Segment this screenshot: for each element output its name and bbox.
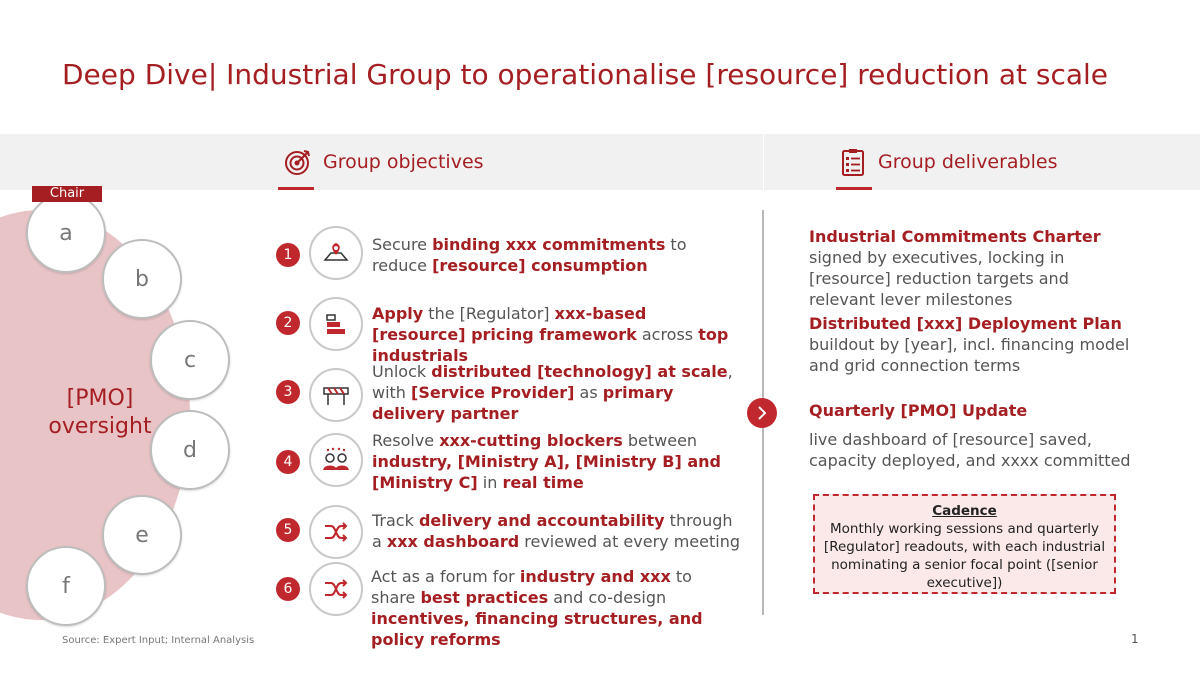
objective-text-highlight: [Service Provider] <box>411 383 575 402</box>
page-title: Deep Dive| Industrial Group to operationalise [resource] reduction at scale <box>62 58 1109 91</box>
objective-text-segment: and co-design <box>548 588 667 607</box>
checklist-icon <box>838 147 868 177</box>
objective-text-highlight: Apply <box>372 304 424 323</box>
objectives-header <box>283 147 484 177</box>
objective-text-highlight: primary delivery partner <box>372 383 674 423</box>
objective-text-segment: Track <box>372 511 419 530</box>
deliverable-heading: Industrial Commitments Charter <box>809 227 1101 246</box>
deliverable-body: live dashboard of [resource] saved, capacity deployed, and xxxx committed <box>809 430 1131 470</box>
deliverable-heading: Distributed [xxx] Deployment Plan <box>809 314 1122 333</box>
objective-text <box>372 361 742 424</box>
objective-text-segment: as <box>574 383 603 402</box>
chair-label: Chair <box>32 186 102 202</box>
chevron-right-icon <box>747 398 777 428</box>
objective-text-segment: to share <box>371 567 692 607</box>
objective-text-segment: Unlock <box>372 362 432 381</box>
objective-text-highlight: real time <box>502 473 584 492</box>
objective-number: 3 <box>276 380 300 404</box>
objective-text-highlight: xxx-cutting blockers <box>439 431 623 450</box>
objective-text-highlight: binding xxx commitments <box>432 235 666 254</box>
page-number: 1 <box>1131 632 1139 646</box>
pmo-oversight-label: [PMO] oversight <box>48 386 152 439</box>
objective-text-highlight: incentives, financing structures, and policy reforms <box>371 609 703 649</box>
objective-text-segment: Act as a forum for <box>371 567 520 586</box>
objective-text-segment: Secure <box>372 235 433 254</box>
deliverable-body: signed by executives, locking in [resource] reduction targets and relevant lever milestones <box>809 248 1069 309</box>
objective-text <box>372 430 742 493</box>
pricing-tiers-icon <box>309 297 363 351</box>
cadence-title: Cadence <box>932 503 997 519</box>
objective-text <box>372 234 742 276</box>
objective-text-segment: in <box>477 473 503 492</box>
objective-text-highlight: [resource] consumption <box>432 256 648 275</box>
objectives-header-label: Group objectives <box>323 151 484 173</box>
column-header-divider <box>763 134 764 190</box>
objective-number: 2 <box>276 311 300 335</box>
cadence-box <box>813 494 1116 594</box>
member-circle-b: b <box>102 239 182 319</box>
objective-text-segment: , with <box>372 362 733 402</box>
deliverable-item <box>809 400 1139 471</box>
objective-text-highlight: delivery and accountability <box>418 511 665 530</box>
objective-text-segment: through a <box>372 511 733 551</box>
objective-text-highlight: industry and xxx <box>519 567 671 586</box>
member-circle-c: c <box>150 320 230 400</box>
source-note: Source: Expert Input; Internal Analysis <box>62 635 255 646</box>
shuffle-icon <box>309 505 363 559</box>
objective-text-highlight: industry, [Ministry A], [Ministry B] and [Ministry C] <box>372 452 721 492</box>
deliverables-header <box>838 147 1058 177</box>
member-circle-f: f <box>26 546 106 626</box>
objective-text-highlight: top industrials <box>372 325 729 365</box>
cadence-body: Monthly working sessions and quarterly [Regulator] readouts, with each industrial nominating a senior focal point ([senior executive]) <box>823 521 1106 591</box>
objective-text <box>371 566 741 650</box>
deliverables-header-label: Group deliverables <box>878 151 1058 173</box>
member-circle-e: e <box>102 495 182 575</box>
objective-text-segment: between <box>622 431 698 450</box>
objective-text-segment: across <box>636 325 699 344</box>
deliverable-body: buildout by [year], incl. financing model and grid connection terms <box>809 335 1130 375</box>
objective-text-highlight: xxx dashboard <box>386 532 520 551</box>
objectives-header-underline <box>278 187 314 190</box>
shuffle-icon <box>309 562 363 616</box>
objective-number: 6 <box>276 577 300 601</box>
objective-number: 4 <box>276 450 300 474</box>
objective-text-highlight: best practices <box>420 588 549 607</box>
objective-text <box>372 510 742 552</box>
barrier-icon <box>309 368 363 422</box>
objective-text-segment: reviewed at every meeting <box>519 532 740 551</box>
member-circle-a: a <box>26 193 106 273</box>
objective-text-highlight: xxx-based [resource] pricing framework <box>372 304 647 344</box>
deliverable-item <box>809 226 1139 310</box>
objective-number: 1 <box>276 243 300 267</box>
people-group-icon <box>309 433 363 487</box>
deliverables-header-underline <box>836 187 872 190</box>
deliverable-item <box>809 313 1139 376</box>
map-pin-icon <box>309 226 363 280</box>
objective-number: 5 <box>276 518 300 542</box>
objective-text <box>372 303 742 366</box>
objective-text-segment: to reduce <box>372 235 687 275</box>
deliverable-heading: Quarterly [PMO] Update <box>809 401 1028 420</box>
member-circle-d: d <box>150 410 230 490</box>
objective-text-segment: the [Regulator] <box>423 304 555 323</box>
objective-text-highlight: distributed [technology] at scale <box>431 362 728 381</box>
objective-text-segment: Resolve <box>372 431 440 450</box>
target-icon <box>283 147 313 177</box>
